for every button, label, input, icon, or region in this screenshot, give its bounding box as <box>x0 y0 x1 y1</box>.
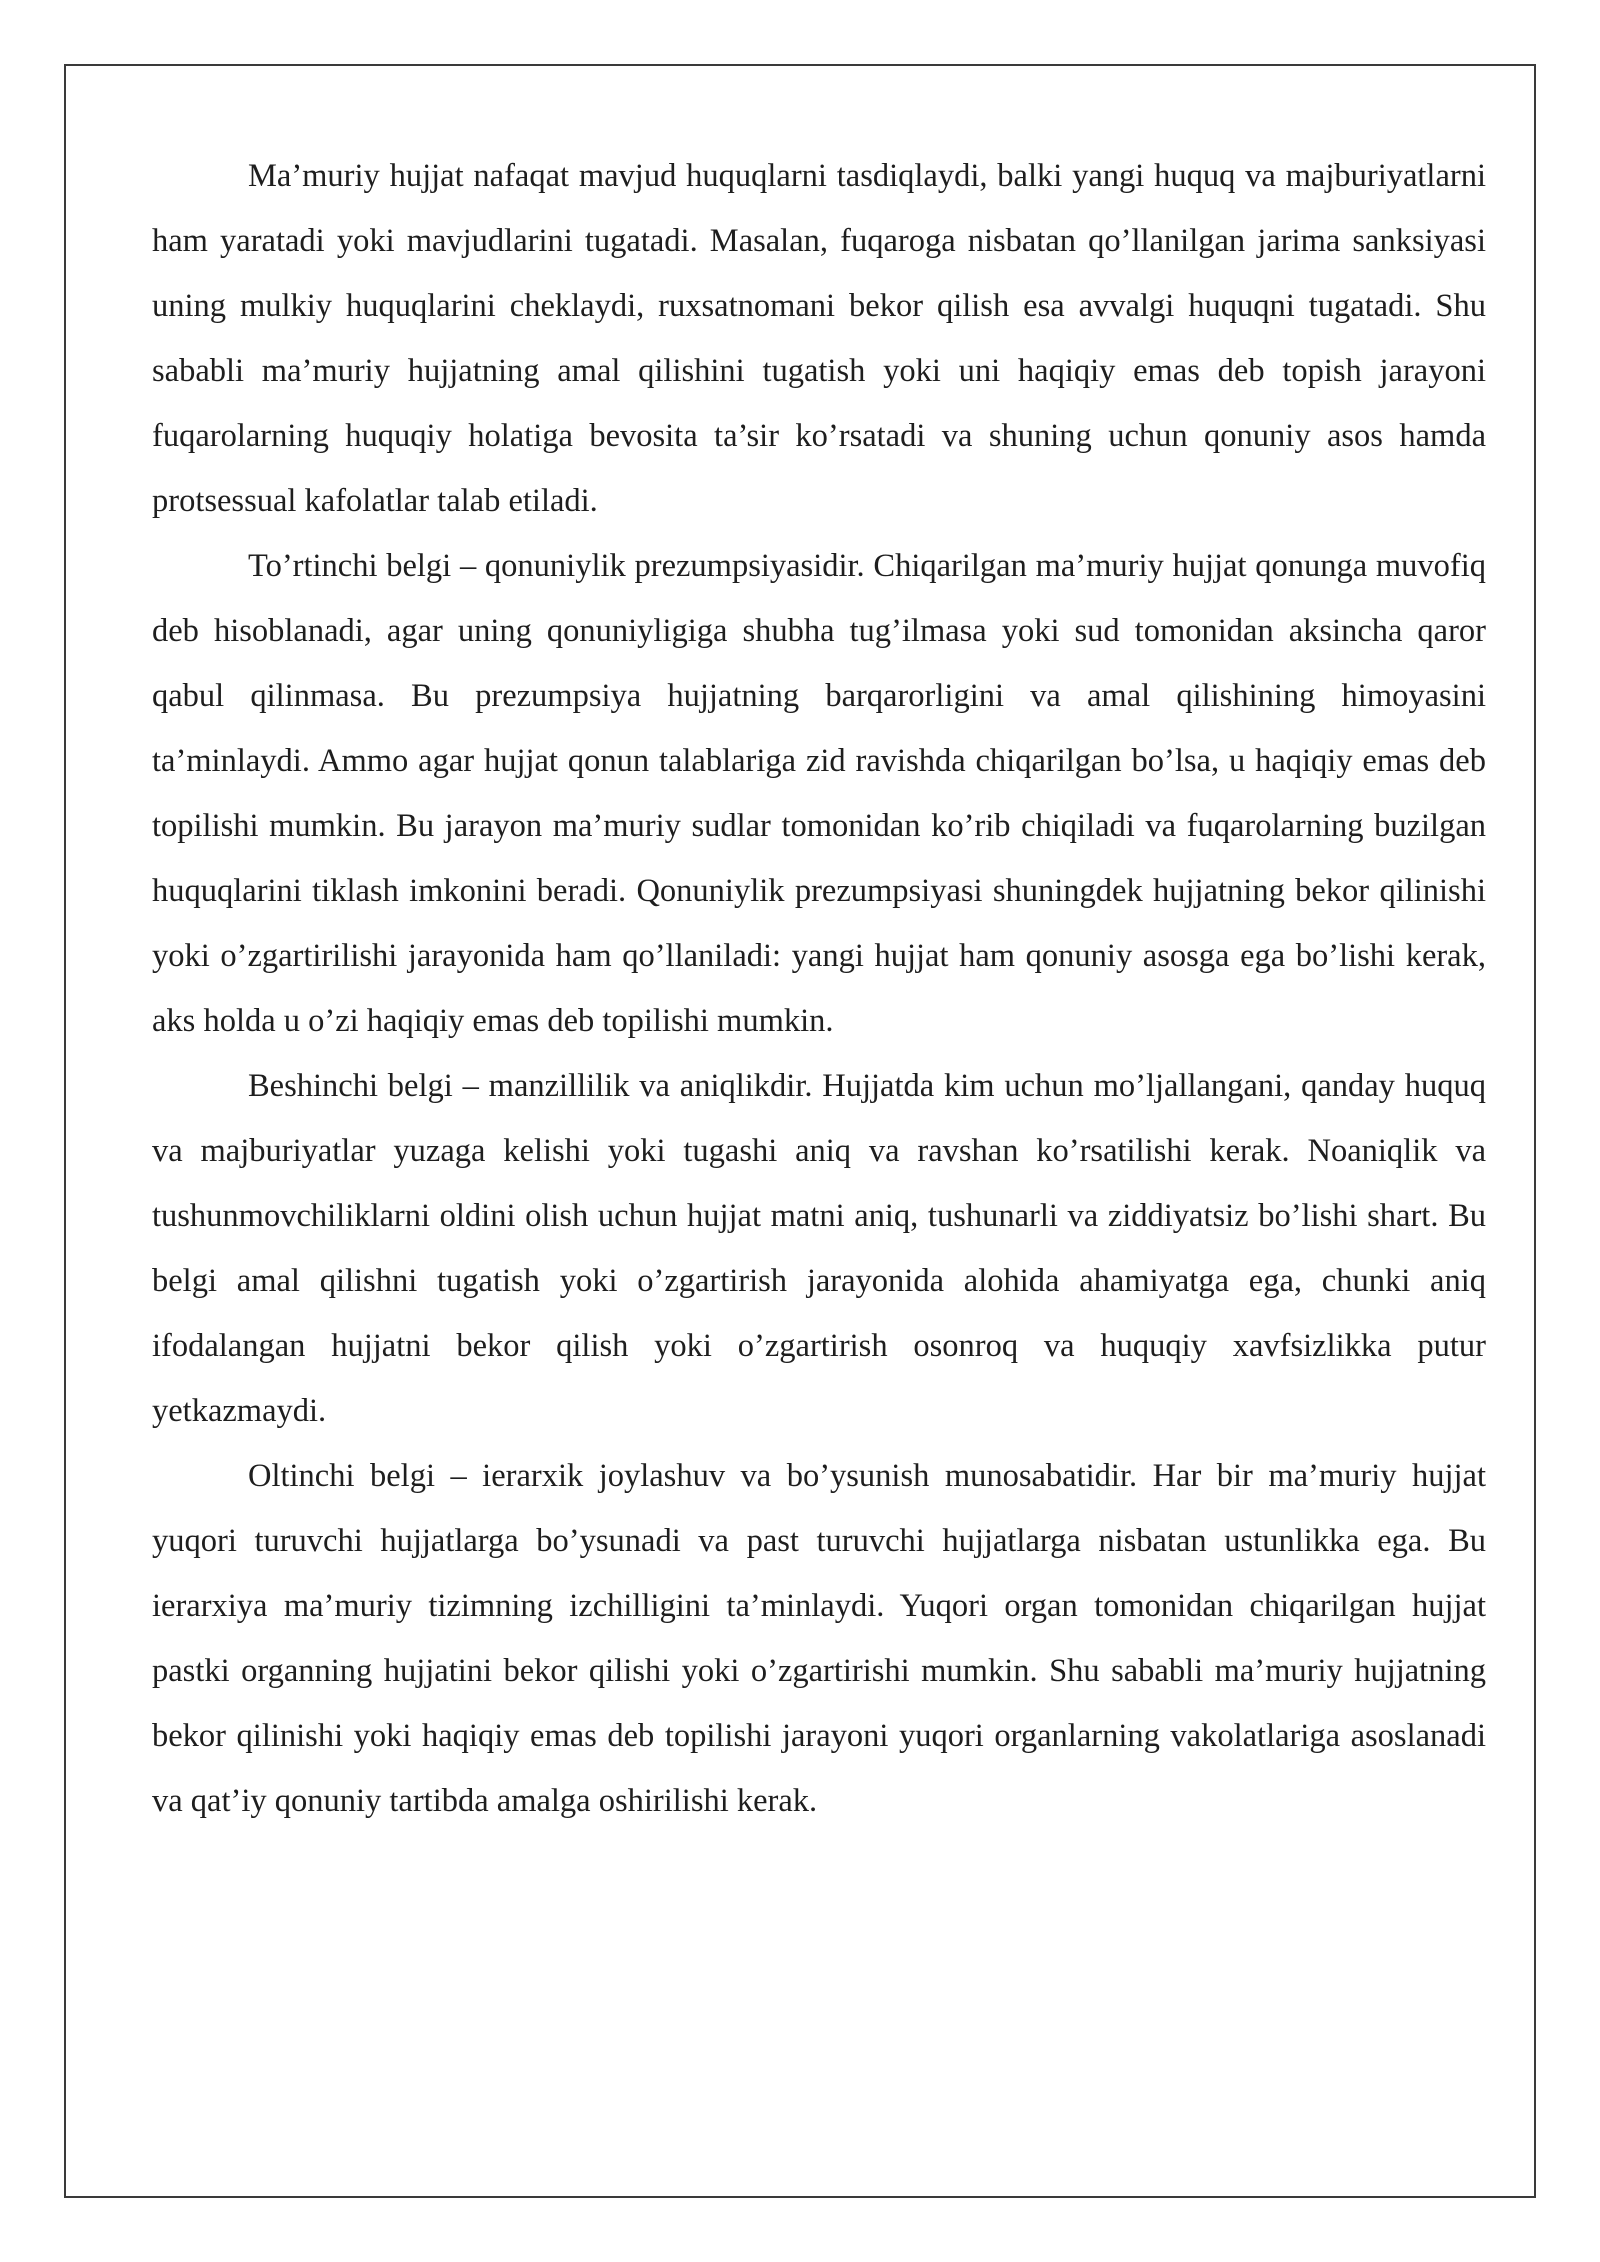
paragraph-2: To’rtinchi belgi – qonuniylik prezumpsiyasidir. Chiqarilgan ma’muriy hujjat qonunga muvofiq deb hisoblanadi, agar uning qonuniyligiga shubha tug’ilmasa yoki sud tomonidan aksincha qaror qabul qilinmasa. Bu prezumpsiya hujjatning barqarorligini va amal qilishining himoyasini ta’minlaydi. Ammo agar hujjat qonun talablariga zid ravishda chiqarilgan bo’lsa, u haqiqiy emas deb topilishi mumkin. Bu jarayon ma’muriy sudlar tomonidan ko’rib chiqiladi va fuqarolarning buzilgan huquqlarini tiklash imkonini beradi. Qonuniylik prezumpsiyasi shuningdek hujjatning bekor qilinishi yoki o’zgartirilishi jarayonida ham qo’llaniladi: yangi hujjat ham qonuniy asosga ega bo’lishi kerak, aks holda u o’zi haqiqiy emas deb topilishi mumkin. <box>152 548 1486 1039</box>
paragraph-3: Beshinchi belgi – manzillilik va aniqlikdir. Hujjatda kim uchun mo’ljallangani, qanday huquq va majburiyatlar yuzaga kelishi yoki tugashi aniq va ravshan ko’rsatilishi kerak. Noaniqlik va tushunmovchiliklarni oldini olish uchun hujjat matni aniq, tushunarli va ziddiyatsiz bo’lishi shart. Bu belgi amal qilishni tugatish yoki o’zgartirish jarayonida alohida ahamiyatga ega, chunki aniq ifodalangan hujjatni bekor qilish yoki o’zgartirish osonroq va huquqiy xavfsizlikka putur yetkazmaydi. <box>152 1068 1486 1429</box>
paragraph-1: Ma’muriy hujjat nafaqat mavjud huquqlarni tasdiqlaydi, balki yangi huquq va majburiyatlarni ham yaratadi yoki mavjudlarini tugatadi. Masalan, fuqaroga nisbatan qo’llanilgan jarima sanksiyasi uning mulkiy huquqlarini cheklaydi, ruxsatnomani bekor qilish esa avvalgi huquqni tugatadi. Shu sababli ma’muriy hujjatning amal qilishini tugatish yoki uni haqiqiy emas deb topish jarayoni fuqarolarning huquqiy holatiga bevosita ta’sir ko’rsatadi va shuning uchun qonuniy asos hamda protsessual kafolatlar talab etiladi. <box>152 158 1486 519</box>
paragraph-4: Oltinchi belgi – ierarxik joylashuv va bo’ysunish munosabatidir. Har bir ma’muriy hujjat yuqori turuvchi hujjatlarga bo’ysunadi va past turuvchi hujjatlarga nisbatan ustunlikka ega. Bu ierarxiya ma’muriy tizimning izchilligini ta’minlaydi. Yuqori organ tomonidan chiqarilgan hujjat pastki organning hujjatini bekor qilishi yoki o’zgartirishi mumkin. Shu sababli ma’muriy hujjatning bekor qilinishi yoki haqiqiy emas deb topilishi jarayoni yuqori organlarning vakolatlariga asoslanadi va qat’iy qonuniy tartibda amalga oshirilishi kerak. <box>152 1458 1486 1819</box>
document-body <box>152 144 1486 1834</box>
